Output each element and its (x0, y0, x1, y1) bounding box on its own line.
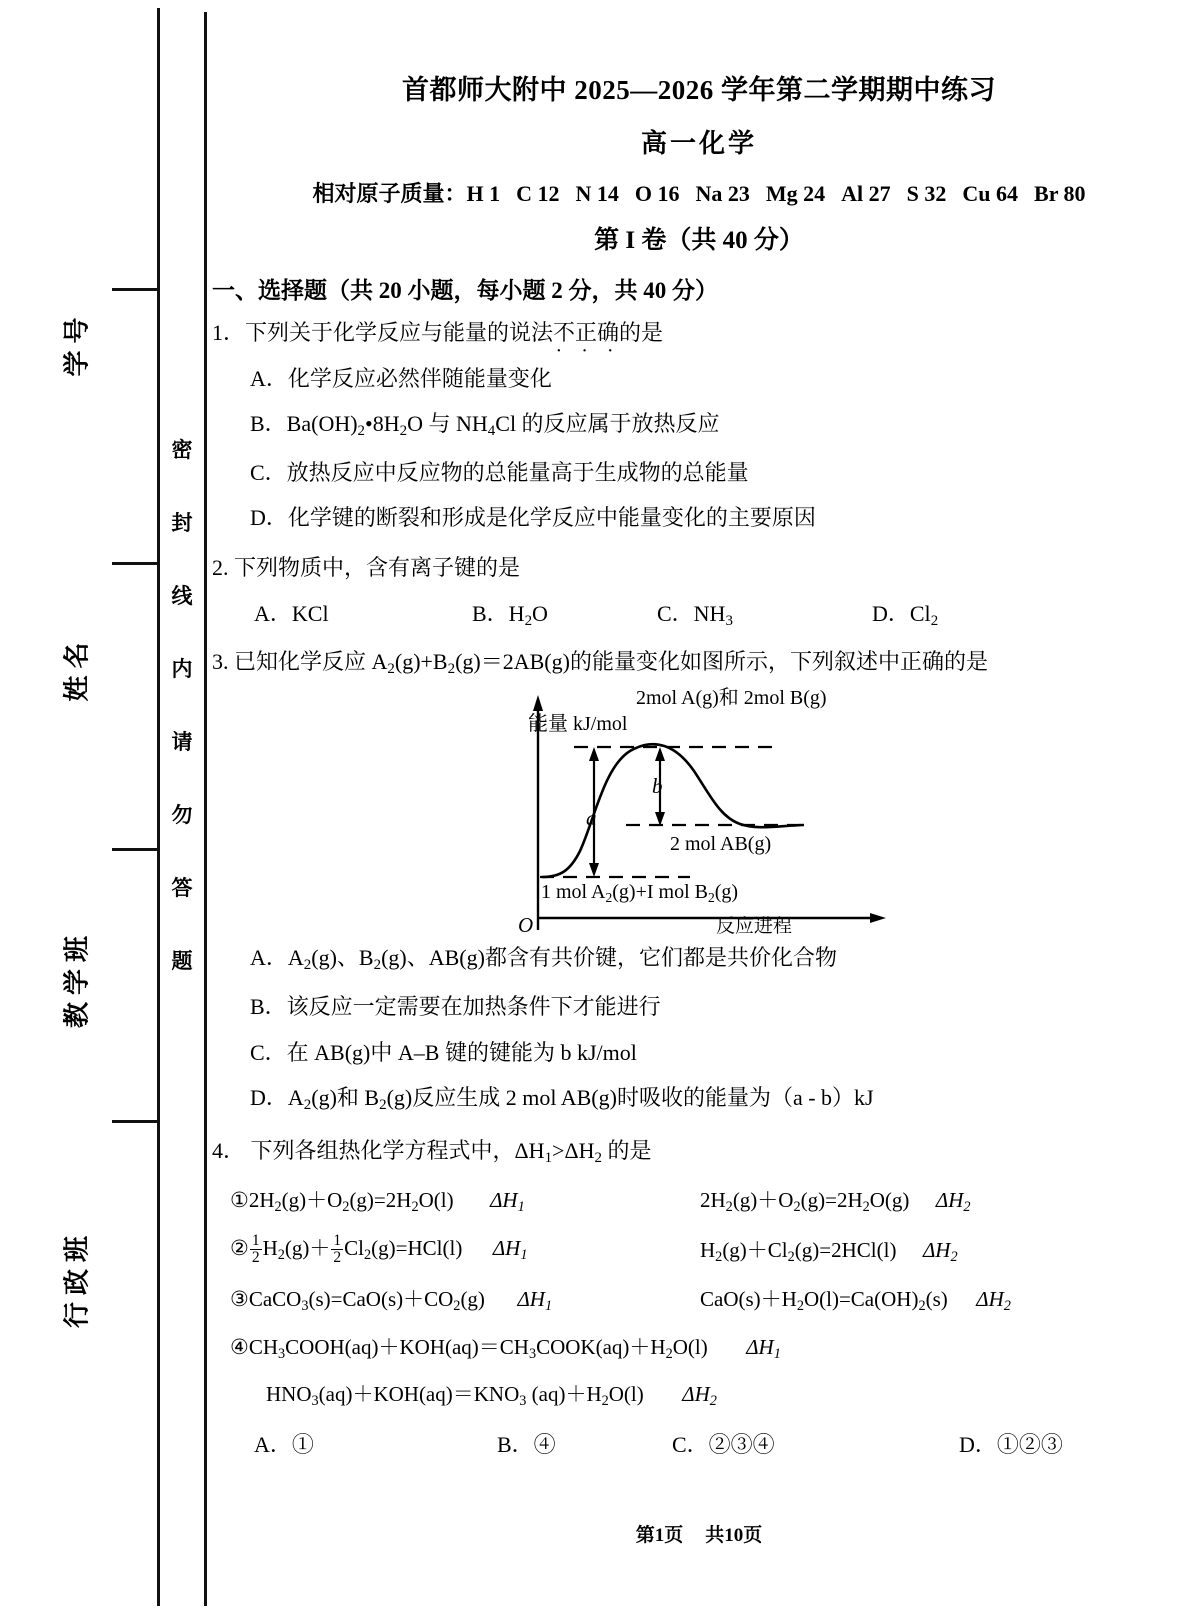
field-divider-1 (112, 288, 158, 291)
question-2-option-d-label: D．$Cl_2$ (872, 601, 939, 630)
margin-field-student-id (57, 269, 94, 419)
question-2-stem (208, 554, 1190, 582)
diagram-arrow-b-label: b (652, 774, 663, 799)
margin-field-student-id-label: 学号 (62, 310, 92, 377)
atomic-mass-h: H 1 (466, 181, 501, 206)
question-4-equation-1-left (230, 1184, 700, 1216)
question-4-equation-3-left-text: $CaCO_3(s)=CaO(s)+CO_2(g)$ (248, 1287, 485, 1315)
question-2-options (208, 597, 1190, 630)
question-4-equation-2-mark: ② (230, 1236, 249, 1261)
question-4-equation-4-cont-text: $HNO_3(aq)+KOH(aq)=KNO_3$ $(aq)+H_2O(l)$ (266, 1382, 644, 1410)
question-1-option-c[interactable] (208, 460, 1190, 486)
margin-rule-inner (204, 12, 207, 1606)
atomic-mass-al: Al 27 (841, 181, 891, 206)
seal-char-3: 线 (171, 584, 193, 608)
margin-field-name (57, 594, 94, 744)
footer-page-number: 第1页 (635, 1525, 684, 1546)
question-1-option-d-label: D．化学键的断裂和形成是化学反应中能量变化的主要原因 (250, 505, 816, 531)
question-4-equation-4-left-text: $CH_3COOH(aq)+KOH(aq)=CH_3COOK(aq)+H_2O(l)$ (248, 1335, 708, 1363)
diagram-arrow-a-label: a (586, 806, 597, 831)
seal-line-text (160, 440, 204, 1024)
question-1-option-b[interactable] (208, 411, 1190, 441)
atomic-mass-s: S 32 (906, 181, 947, 206)
question-1-option-a[interactable] (208, 366, 1190, 392)
question-2-number: 2. (212, 554, 229, 580)
diagram-x-arrow (870, 913, 886, 923)
fraction-one-half-b: $\frac{1}{2}$ (333, 1231, 342, 1266)
diagram-reactant-label: 1 mol $A_2(g)+I$ mol $B_2(g)$ (541, 881, 739, 906)
seal-char-2: 封 (171, 511, 193, 535)
seal-char-1: 密 (171, 438, 193, 462)
question-4-stem (208, 1137, 1190, 1168)
question-4-answer-c-label: C．②③④ (672, 1432, 775, 1458)
atomic-mass-o: O 16 (634, 181, 680, 206)
question-4-equation-1-right-dh: $\Delta H_2$ (935, 1188, 971, 1216)
seal-char-6: 勿 (171, 803, 193, 827)
question-4-equation-2-left (230, 1232, 700, 1267)
question-4-equation-1-right (700, 1184, 971, 1216)
margin-field-teaching-class (57, 904, 94, 1054)
question-4-equation-4-cont-dh: $\Delta H_2$ (682, 1382, 717, 1410)
question-3-stem (208, 648, 1190, 679)
question-4-equation-3-right-text: $CaO(s)+H_2O(l)=Ca(OH)_2(s)$ (700, 1287, 948, 1315)
diagram-arrow-a-head-top (589, 747, 599, 761)
question-4-equation-3 (208, 1283, 1190, 1315)
question-2-stem-text: 下列物质中，含有离子键的是 (234, 554, 521, 580)
document-body (208, 0, 1190, 1614)
question-4-equation-3-right-dh: $\Delta H_2$ (976, 1287, 1011, 1315)
question-4-equation-3-left-dh: $\Delta H_1$ (517, 1287, 553, 1315)
field-divider-2 (112, 562, 158, 565)
page-footer (208, 1520, 1190, 1547)
atomic-mass-mg: Mg 24 (765, 181, 826, 206)
energy-diagram (208, 685, 1190, 938)
page-title: 首都师大附中 2025—2026 学年第二学期期中练习 (402, 75, 996, 105)
margin-field-name-label: 姓名 (62, 635, 92, 702)
margin-field-admin-class (57, 1204, 94, 1354)
question-4-number: 4． (212, 1138, 246, 1164)
question-4-answer-b[interactable] (497, 1428, 672, 1459)
question-4-answers (208, 1428, 1190, 1459)
question-1-option-d[interactable] (208, 505, 1190, 531)
paper-part-heading: 第 I 卷（共 40 分） (594, 227, 804, 254)
atomic-mass-c: C 12 (516, 181, 560, 206)
question-3-stem-text: 已知化学反应 $A_2(g)+B_2(g)=2AB(g)$的能量变化如图所示，下列叙述中正确的是 (234, 649, 988, 678)
question-4-equation-2-left-cl2: $Cl_2(g)=HCl(l)$ (344, 1236, 463, 1264)
seal-char-4: 内 (171, 657, 193, 681)
question-3-option-a[interactable] (208, 945, 1190, 975)
question-4-equation-3-mark: ③ (230, 1287, 249, 1312)
question-2-option-a[interactable] (254, 597, 472, 630)
field-divider-3 (112, 848, 158, 851)
field-divider-4 (112, 1120, 158, 1123)
question-2-option-a-label: A．KCl (254, 601, 329, 627)
atomic-mass-cu: Cu 64 (962, 181, 1019, 206)
question-4-equation-1 (208, 1184, 1190, 1216)
diagram-y-axis-label: 能量 kJ/mol (528, 713, 628, 736)
question-1-stem-before: 下列关于化学反应与能量的说法 (245, 320, 554, 345)
question-4-stem-text: 下列各组热化学方程式中，$\Delta H_1>\Delta H_2$ 的是 (250, 1138, 652, 1167)
question-3-option-c[interactable] (208, 1040, 1190, 1066)
margin-field-admin-class-label: 行政班 (62, 1229, 92, 1329)
section-heading-choice: 一、选择题（共 20 小题，每小题 2 分，共 40 分） (212, 278, 718, 303)
question-3-option-a-label: A．$A_2(g)$、$B_2(g)$、AB(g)都含有共价键，它们都是共价化合物 (250, 945, 837, 974)
question-4-answer-d[interactable] (959, 1428, 1063, 1459)
question-3-option-b[interactable] (208, 994, 1190, 1020)
question-4-equation-1-left-dh: $\Delta H_1$ (490, 1188, 525, 1216)
question-4-equation-2-right-text: $H_2(g)+Cl_2(g)=2HCl(l)$ (700, 1237, 897, 1265)
question-2-option-d[interactable] (872, 597, 938, 630)
atomic-mass-line (208, 177, 1190, 208)
diagram-arrow-b-head-top (655, 747, 665, 761)
margin-field-teaching-class-label: 教学班 (62, 929, 92, 1029)
atomic-mass-label: 相对原子质量： (312, 181, 467, 206)
question-4-equation-2-right (700, 1234, 958, 1266)
seal-char-5: 请 (171, 730, 193, 754)
question-4-equation-4-cont (208, 1378, 1190, 1410)
question-4-answer-a[interactable] (254, 1428, 497, 1459)
question-4-equation-2-left-dh: $\Delta H_1$ (492, 1236, 528, 1264)
question-3-option-d[interactable] (208, 1085, 1190, 1115)
diagram-arrow-a-head-bottom (589, 863, 599, 877)
question-4-answer-d-label: D．①②③ (959, 1432, 1063, 1458)
question-4-equation-4-left (230, 1331, 781, 1363)
question-4-equation-3-left (230, 1283, 700, 1315)
diagram-reaction-curve (542, 745, 804, 878)
question-3-option-c-label: C．在 AB(g)中 A–B 键的键能为 b kJ/mol (250, 1039, 637, 1065)
atomic-mass-n: N 14 (575, 181, 619, 206)
question-4-equation-2 (208, 1232, 1190, 1267)
question-2-option-b[interactable] (472, 597, 657, 630)
question-3-option-d-label: D．$A_2(g)$和 $B_2(g)$反应生成 2 mol AB(g)时吸收的能量为（a - b）kJ (250, 1085, 874, 1114)
seal-char-7: 答 (171, 876, 193, 900)
diagram-top-label: 2mol A(g)和 2mol B(g) (636, 687, 827, 710)
question-1-option-b-label: B．$Ba(OH)_2•8H_2O$ 与 $NH_4Cl$ 的反应属于放热反应 (250, 410, 720, 440)
atomic-mass-na: Na 23 (695, 181, 750, 206)
question-4-equation-1-right-text: $2H_2(g)+O_2(g)=2H_2O(g)$ (700, 1188, 910, 1216)
question-3-number: 3. (212, 649, 229, 675)
seal-char-8: 题 (171, 949, 193, 973)
question-4-answer-b-label: B．④ (497, 1432, 556, 1458)
question-2-option-c-label: C．$NH_3$ (657, 601, 733, 630)
question-4-equation-3-right (700, 1283, 1011, 1315)
question-4-equation-1-left-text: $2H_2(g)+O_2(g)=2H_2O(l)$ (248, 1188, 454, 1216)
subject-title: 高一化学 (640, 129, 757, 158)
diagram-origin-label: O (518, 913, 534, 938)
question-4-equation-2-right-dh: $\Delta H_2$ (922, 1237, 958, 1265)
question-3-option-b-label: B．该反应一定需要在加热条件下才能进行 (250, 994, 661, 1020)
diagram-product-label: 2 mol AB(g) (670, 833, 772, 856)
question-1-option-a-label: A．化学反应必然伴随能量变化 (250, 365, 552, 391)
question-1-option-c-label: C．放热反应中反应物的总能量高于生成物的总能量 (250, 460, 749, 486)
fraction-one-half-a: $\frac{1}{2}$ (251, 1231, 260, 1266)
question-1-number: 1． (212, 320, 246, 345)
question-4-equation-1-mark: ① (230, 1188, 249, 1213)
question-1-stem-after: 的是 (619, 320, 664, 345)
question-2-option-b-label: B．$H_2O$ (472, 601, 548, 630)
question-4-answer-a-label: A．① (254, 1432, 314, 1458)
question-1-emphasis: 不正确 · · · (553, 319, 619, 347)
footer-total-pages: 共10页 (705, 1525, 763, 1546)
question-1-stem (208, 319, 1190, 347)
question-4-equation-4-left-dh: $\Delta H_1$ (746, 1335, 781, 1363)
question-2-option-c[interactable] (657, 597, 872, 630)
atomic-mass-br: Br 80 (1034, 181, 1086, 206)
diagram-x-axis-label: 反应进程 (716, 916, 793, 938)
question-4-equation-4-mark: ④ (230, 1335, 249, 1360)
question-4-answer-c[interactable] (672, 1428, 959, 1459)
question-4-equation-4 (208, 1331, 1190, 1363)
question-4-equation-2-left-h2: $H_2(g)+$ (262, 1236, 331, 1264)
